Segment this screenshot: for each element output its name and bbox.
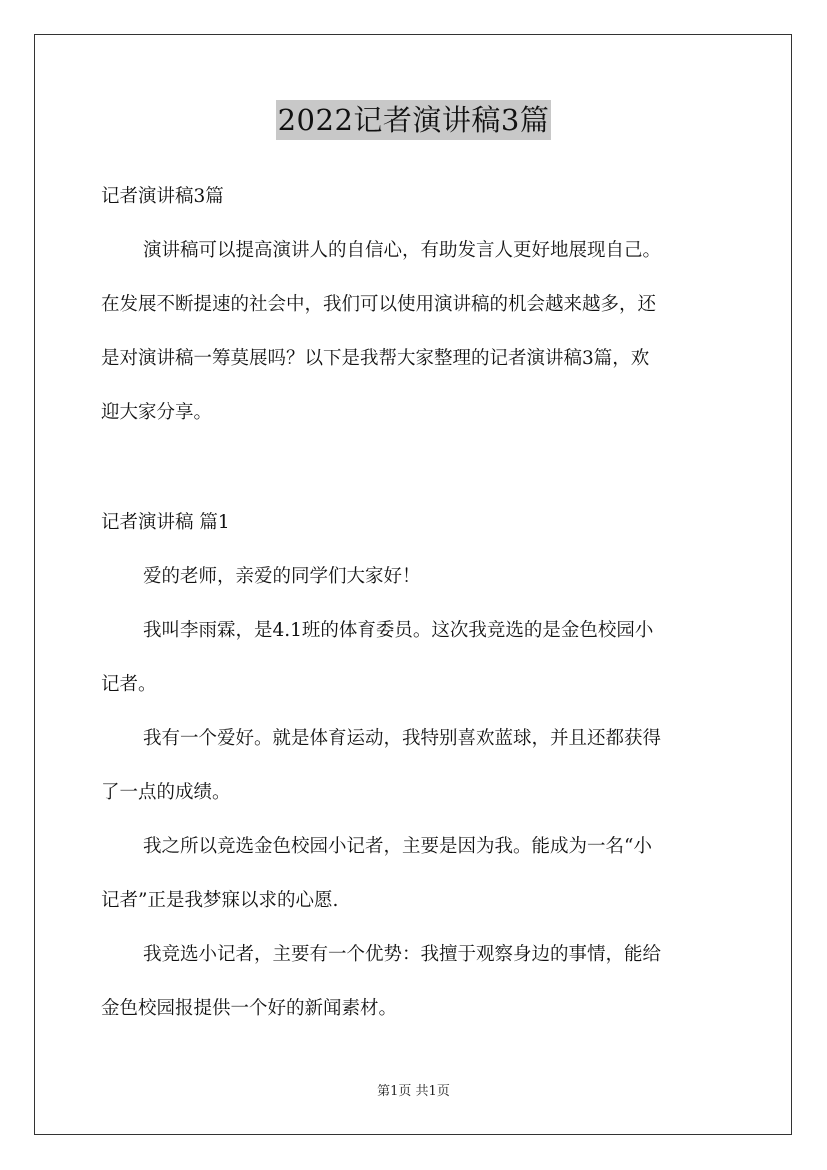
document-title: 2022记者演讲稿3篇 bbox=[276, 100, 552, 140]
paragraph-line: 我叫李雨霖，是4.1班的体育委员。这次我竞选的是金色校园小 bbox=[143, 620, 654, 641]
paragraph-line: 在发展不断提速的社会中，我们可以使用演讲稿的机会越来越多，还 bbox=[101, 294, 657, 315]
paragraph-line: 我之所以竞选金色校园小记者，主要是因为我。能成为一名“小 bbox=[143, 836, 652, 857]
paragraph-line: 了一点的成绩。 bbox=[101, 782, 231, 803]
section-heading: 记者演讲稿 篇1 bbox=[101, 512, 230, 533]
paragraph-line: 金色校园报提供一个好的新闻素材。 bbox=[101, 998, 398, 1019]
intro-paragraph bbox=[101, 224, 729, 440]
paragraph-line: 我有一个爱好。就是体育运动，我特别喜欢蓝球，并且还都获得 bbox=[143, 728, 662, 749]
paragraph-line: 记者”正是我梦寐以求的心愿. bbox=[101, 890, 339, 911]
paragraph-line: 迎大家分享。 bbox=[101, 402, 213, 423]
section-body bbox=[101, 550, 729, 1036]
document-subtitle: 记者演讲稿3篇 bbox=[101, 186, 224, 207]
page-footer bbox=[0, 1084, 827, 1100]
paragraph-line: 是对演讲稿一筹莫展吗？以下是我帮大家整理的记者演讲稿3篇，欢 bbox=[101, 348, 650, 369]
document-body bbox=[101, 170, 729, 1036]
page-number: 第1页 共1页 bbox=[377, 1084, 450, 1099]
blank-spacer bbox=[101, 440, 729, 496]
paragraph-line: 爱的老师，亲爱的同学们大家好！ bbox=[143, 566, 421, 587]
paragraph-line: 记者。 bbox=[101, 674, 157, 695]
paragraph-line: 我竞选小记者，主要有一个优势：我擅于观察身边的事情，能给 bbox=[143, 944, 662, 965]
title-container bbox=[0, 100, 827, 140]
paragraph-line: 演讲稿可以提高演讲人的自信心，有助发言人更好地展现自己。 bbox=[143, 240, 662, 261]
